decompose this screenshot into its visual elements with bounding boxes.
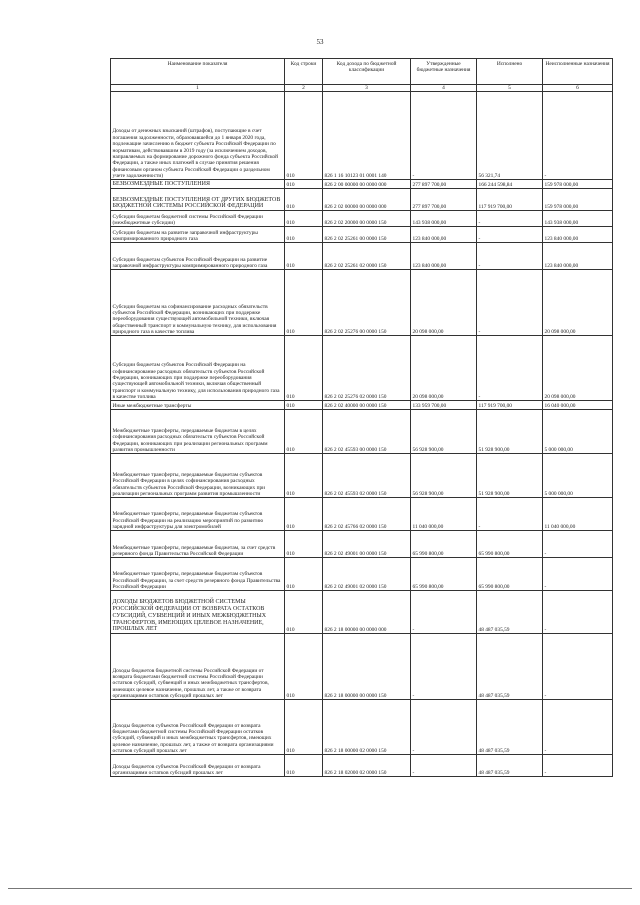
- row-unexecuted: -: [543, 591, 613, 634]
- row-approved: 123 840 000,00: [411, 227, 477, 243]
- row-executed: -: [477, 270, 543, 336]
- row-executed: 166 244 598,84: [477, 180, 543, 189]
- row-approved: 123 840 000,00: [411, 243, 477, 270]
- header-approved: Утвержденные бюджетные назначения: [411, 59, 477, 85]
- row-name: Субсидии бюджетам субъектов Российской Федерации на развитие заправочной инфраструктуры компримированного природного газа: [111, 243, 285, 270]
- header-line-code: Код строки: [285, 59, 323, 85]
- row-budget-code: 826 2 02 25261 00 0000 150: [323, 227, 411, 243]
- header-executed: Исполнено: [477, 59, 543, 85]
- table-row: [111, 454, 613, 498]
- page-number: 53: [316, 38, 324, 46]
- row-unexecuted: 159 978 000,00: [543, 180, 613, 189]
- table-body: [111, 92, 613, 777]
- row-line-code: 010: [285, 180, 323, 189]
- row-budget-code: 826 2 02 45593 00 0000 150: [323, 410, 411, 454]
- row-approved: 65 990 800,00: [411, 531, 477, 558]
- row-executed: -: [477, 336, 543, 401]
- row-budget-code: 826 2 02 25261 02 0000 150: [323, 243, 411, 270]
- row-approved: 20 098 000,00: [411, 336, 477, 401]
- row-approved: 277 897 700,00: [411, 189, 477, 211]
- table-header-row: [111, 59, 613, 85]
- row-name: Субсидии бюджетам на софинансирование расходных обязательств субъектов Российской Федерации, возникающих при поддержке переоборудования существующей автомобильной техники, включая общественный транспорт и коммунальную технику, для использования природного газа в качестве топлива: [111, 270, 285, 336]
- row-name: ДОХОДЫ БЮДЖЕТОВ БЮДЖЕТНОЙ СИСТЕМЫ РОССИЙСКОЙ ФЕДЕРАЦИИ ОТ ВОЗВРАТА ОСТАТКОВ СУБСИДИЙ, СУБВЕНЦИЙ И ИНЫХ МЕЖБЮДЖЕТНЫХ ТРАНСФЕРТОВ, ИМЕЮЩИХ ЦЕЛЕВОЕ НАЗНАЧЕНИЕ, ПРОШЛЫХ ЛЕТ: [111, 591, 285, 634]
- row-name: Доходы бюджетов бюджетной системы Российской Федерации от возврата бюджетами бюджетной системы Российской Федерации остатков субсидий, субвенций и иных межбюджетных трансфертов, имеющих целевое назначение, прошлых лет, а также от возврата организациями остатков субсидий прошлых лет: [111, 634, 285, 700]
- row-name: Межбюджетные трансферты, передаваемые бюджетам субъектов Российской Федерации в целях софинансирования расходных обязательств субъектов Российской Федерации, возникающих при реализации региональных программ развития промышленности: [111, 454, 285, 498]
- row-name: Межбюджетные трансферты, передаваемые бюджетам субъектов Российской Федерации на реализацию мероприятий по развитию зарядной инфраструктуры для электромобилей: [111, 498, 285, 531]
- row-unexecuted: -: [543, 531, 613, 558]
- column-number: 5: [477, 85, 543, 92]
- row-line-code: 010: [285, 189, 323, 211]
- row-line-code: 010: [285, 634, 323, 700]
- row-approved: 133 959 700,00: [411, 401, 477, 410]
- table-row: [111, 211, 613, 227]
- row-executed: 65 990 800,00: [477, 558, 543, 591]
- row-unexecuted: 11 040 000,00: [543, 498, 613, 531]
- row-line-code: 010: [285, 227, 323, 243]
- row-line-code: 010: [285, 558, 323, 591]
- header-budget-code: Код дохода по бюджетной классификации: [323, 59, 411, 85]
- row-name: Доходы от денежных взысканий (штрафов), поступающие в счет погашения задолженности, образовавшейся до 1 января 2020 года, подлежащие зачислению в бюджет субъекта Российской Федерации по нормативам, действовавшим в 2019 году (за исключением доходов, направляемых на формирование дорожного фонда субъекта Российской Федерации, а также иных платежей в случае принятия решения финансовым органом субъекта Российской Федерации о раздельном учете задолженности): [111, 92, 285, 180]
- row-unexecuted: 5 000 000,00: [543, 454, 613, 498]
- row-line-code: 010: [285, 401, 323, 410]
- row-approved: -: [411, 755, 477, 777]
- row-line-code: 010: [285, 591, 323, 634]
- row-approved: 56 928 900,00: [411, 454, 477, 498]
- row-executed: 117 919 700,00: [477, 401, 543, 410]
- row-name: Межбюджетные трансферты, передаваемые бюджетам в целях софинансирования расходных обязательств субъектов Российской Федерации, возникающих при реализации региональных программ развития промышленности: [111, 410, 285, 454]
- row-line-code: 010: [285, 92, 323, 180]
- row-executed: 65 990 800,00: [477, 531, 543, 558]
- row-executed: 48 487 035,59: [477, 591, 543, 634]
- row-approved: 11 040 000,00: [411, 498, 477, 531]
- table-row: [111, 189, 613, 211]
- row-budget-code: 826 2 02 49001 02 0000 150: [323, 558, 411, 591]
- row-budget-code: 826 2 02 49001 00 0000 150: [323, 531, 411, 558]
- row-line-code: 010: [285, 531, 323, 558]
- column-number: 1: [111, 85, 285, 92]
- column-number: 3: [323, 85, 411, 92]
- column-number-row: [111, 85, 613, 92]
- row-unexecuted: -: [543, 755, 613, 777]
- row-budget-code: 826 2 02 45593 02 0000 150: [323, 454, 411, 498]
- row-line-code: 010: [285, 700, 323, 755]
- table-row: [111, 634, 613, 700]
- table-row: [111, 498, 613, 531]
- row-unexecuted: 159 978 000,00: [543, 189, 613, 211]
- row-unexecuted: -: [543, 92, 613, 180]
- table-row: [111, 410, 613, 454]
- row-budget-code: 826 2 18 00000 02 0000 150: [323, 700, 411, 755]
- row-name: Доходы бюджетов субъектов Российской Федерации от возврата организациями остатков субсидий прошлых лет: [111, 755, 285, 777]
- row-budget-code: 826 2 02 20000 00 0000 150: [323, 211, 411, 227]
- row-budget-code: 826 2 00 00000 00 0000 000: [323, 180, 411, 189]
- row-unexecuted: 16 040 000,00: [543, 401, 613, 410]
- row-budget-code: 826 2 02 45766 02 0000 150: [323, 498, 411, 531]
- row-line-code: 010: [285, 336, 323, 401]
- row-executed: 48 487 035,59: [477, 755, 543, 777]
- row-budget-code: 826 2 02 00000 00 0000 000: [323, 189, 411, 211]
- table-row: [111, 700, 613, 755]
- row-approved: -: [411, 92, 477, 180]
- row-unexecuted: 20 098 000,00: [543, 270, 613, 336]
- row-unexecuted: 143 938 000,00: [543, 211, 613, 227]
- row-approved: -: [411, 591, 477, 634]
- row-approved: 65 990 800,00: [411, 558, 477, 591]
- row-name: Межбюджетные трансферты, передаваемые бюджетам, за счет средств резервного фонда Правительства Российской Федерации: [111, 531, 285, 558]
- row-executed: 48 487 035,59: [477, 634, 543, 700]
- row-executed: 51 928 900,00: [477, 454, 543, 498]
- row-unexecuted: 20 098 000,00: [543, 336, 613, 401]
- row-name: БЕЗВОЗМЕЗДНЫЕ ПОСТУПЛЕНИЯ ОТ ДРУГИХ БЮДЖЕТОВ БЮДЖЕТНОЙ СИСТЕМЫ РОССИЙСКОЙ ФЕДЕРАЦИИ: [111, 189, 285, 211]
- row-budget-code: 826 2 02 25276 00 0000 150: [323, 270, 411, 336]
- row-approved: 56 928 900,00: [411, 410, 477, 454]
- header-name: Наименование показателя: [111, 59, 285, 85]
- row-executed: 117 919 700,00: [477, 189, 543, 211]
- row-unexecuted: -: [543, 634, 613, 700]
- row-name: Субсидии бюджетам на развитие заправочной инфраструктуры компримированного природного газа: [111, 227, 285, 243]
- row-budget-code: 826 2 02 25276 02 0000 150: [323, 336, 411, 401]
- row-executed: 51 928 900,00: [477, 410, 543, 454]
- row-budget-code: 826 2 18 00000 00 0000 000: [323, 591, 411, 634]
- row-line-code: 010: [285, 243, 323, 270]
- row-name: Межбюджетные трансферты, передаваемые бюджетам субъектов Российской Федерации, за счет средств резервного фонда Правительства Российской Федерации: [111, 558, 285, 591]
- column-number: 2: [285, 85, 323, 92]
- table-row: [111, 401, 613, 410]
- row-unexecuted: 5 000 000,00: [543, 410, 613, 454]
- row-executed: -: [477, 211, 543, 227]
- row-executed: -: [477, 243, 543, 270]
- row-budget-code: 826 2 18 02000 02 0000 150: [323, 755, 411, 777]
- table-row: [111, 180, 613, 189]
- table-row: [111, 591, 613, 634]
- row-executed: 56 321,74: [477, 92, 543, 180]
- row-name: БЕЗВОЗМЕЗДНЫЕ ПОСТУПЛЕНИЯ: [111, 180, 285, 189]
- budget-execution-table: [110, 58, 613, 777]
- row-name: Субсидии бюджетам субъектов Российской Федерации на софинансирование расходных обязательств субъектов Российской Федерации, возникающих при поддержке переоборудования существующей автомобильной техники, включая общественный транспорт и коммунальную технику, для использования природного газа в качестве топлива: [111, 336, 285, 401]
- table-row: [111, 92, 613, 180]
- row-approved: -: [411, 700, 477, 755]
- column-number: 6: [543, 85, 613, 92]
- row-executed: -: [477, 498, 543, 531]
- row-unexecuted: 123 840 000,00: [543, 227, 613, 243]
- table-row: [111, 270, 613, 336]
- table-row: [111, 336, 613, 401]
- table-row: [111, 755, 613, 777]
- row-line-code: 010: [285, 410, 323, 454]
- row-unexecuted: 123 840 000,00: [543, 243, 613, 270]
- row-budget-code: 826 2 18 00000 00 0000 150: [323, 634, 411, 700]
- row-name: Иные межбюджетные трансферты: [111, 401, 285, 410]
- row-line-code: 010: [285, 498, 323, 531]
- row-name: Доходы бюджетов субъектов Российской Федерации от возврата бюджетами бюджетной системы Российской Федерации остатков субсидий, субвенций и иных межбюджетных трансфертов, имеющих целевое назначение, прошлых лет, а также от возврата организациями остатков субсидий прошлых лет: [111, 700, 285, 755]
- row-line-code: 010: [285, 454, 323, 498]
- column-number: 4: [411, 85, 477, 92]
- page-footer-rule: [8, 888, 632, 889]
- row-line-code: 010: [285, 755, 323, 777]
- table-row: [111, 227, 613, 243]
- row-unexecuted: -: [543, 700, 613, 755]
- row-line-code: 010: [285, 270, 323, 336]
- row-approved: -: [411, 634, 477, 700]
- table-row: [111, 243, 613, 270]
- row-approved: 277 897 700,00: [411, 180, 477, 189]
- row-budget-code: 826 2 02 40000 00 0000 150: [323, 401, 411, 410]
- row-budget-code: 826 1 16 10123 01 0001 140: [323, 92, 411, 180]
- row-approved: 143 938 000,00: [411, 211, 477, 227]
- row-approved: 20 098 000,00: [411, 270, 477, 336]
- table-row: [111, 531, 613, 558]
- row-executed: -: [477, 227, 543, 243]
- header-unexecuted: Неисполненные назначения: [543, 59, 613, 85]
- row-name: Субсидии бюджетам бюджетной системы Российской Федерации (межбюджетные субсидии): [111, 211, 285, 227]
- row-unexecuted: -: [543, 558, 613, 591]
- table-row: [111, 558, 613, 591]
- row-executed: 48 487 035,59: [477, 700, 543, 755]
- row-line-code: 010: [285, 211, 323, 227]
